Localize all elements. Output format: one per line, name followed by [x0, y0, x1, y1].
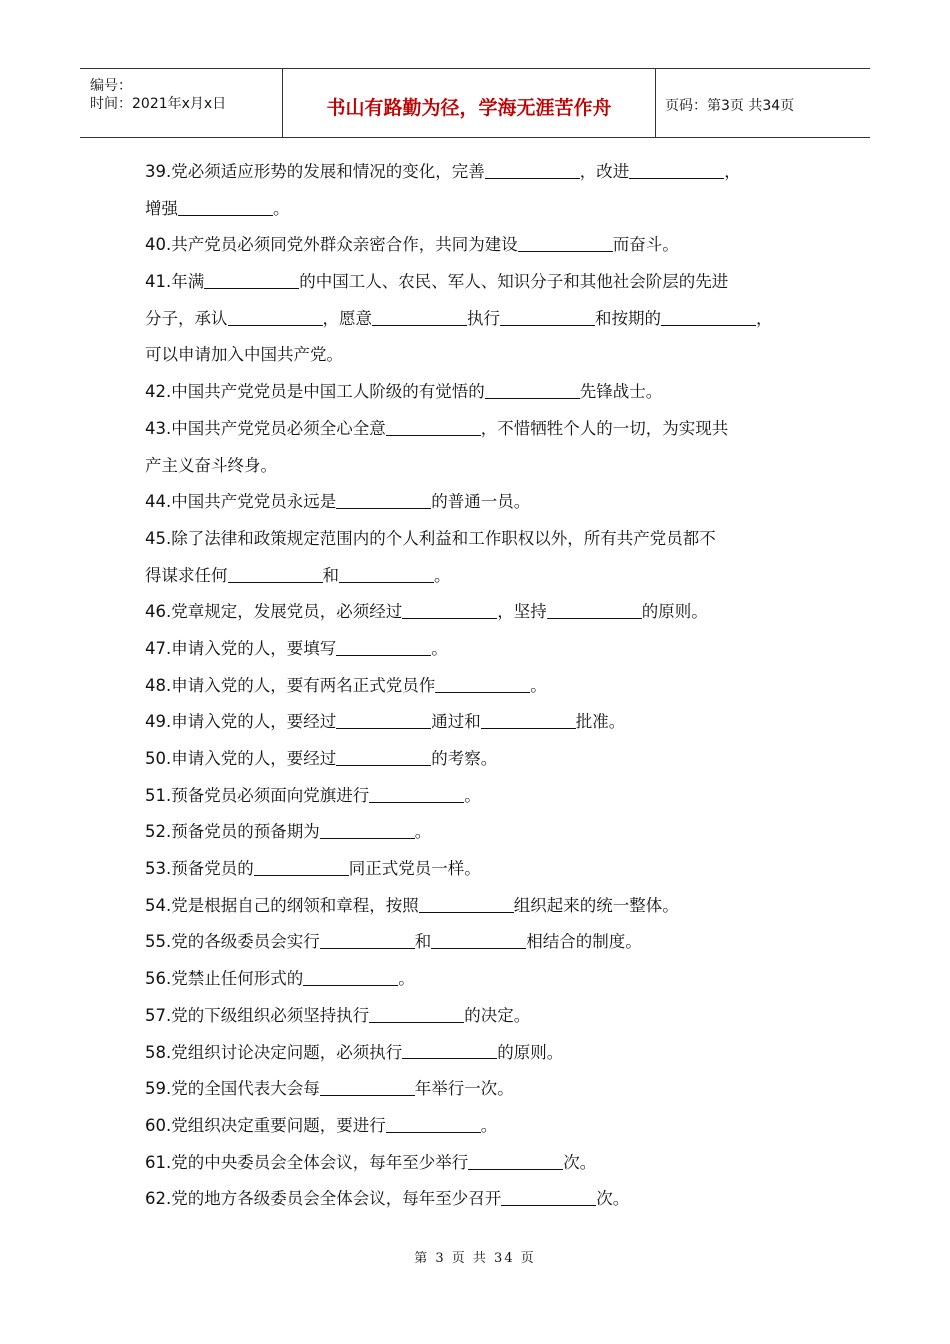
question-text: 组织起来的统一整体。 — [513, 895, 679, 915]
fill-in-blank — [501, 1188, 596, 1206]
question-text: 而奋斗。 — [612, 235, 679, 255]
question-line — [145, 704, 815, 741]
question-text: 和 — [322, 565, 339, 585]
question-line — [145, 631, 815, 668]
fill-in-blank — [481, 711, 576, 729]
question-text: ， — [724, 162, 741, 181]
fill-in-blank — [431, 931, 526, 949]
question-text: 50.申请入党的人，要经过 — [145, 749, 337, 768]
question-text: 产主义奋斗终身。 — [145, 455, 277, 475]
fill-in-blank — [402, 1041, 497, 1059]
question-text: ，坚持 — [497, 602, 547, 622]
question-text: 62.党的地方各级委员会全体会议，每年至少召开 — [145, 1189, 502, 1209]
fill-in-blank — [339, 564, 434, 582]
question-text: 58.党组织讨论决定问题，必须执行 — [145, 1042, 403, 1062]
question-line — [145, 484, 815, 521]
fill-in-blank — [386, 417, 481, 435]
question-text: 的中国工人、农民、军人、知识分子和其他社会阶层的先进 — [299, 272, 729, 292]
fill-in-blank — [518, 234, 613, 252]
question-line — [145, 264, 815, 301]
question-text: 。 — [464, 785, 481, 805]
fill-in-blank — [254, 858, 349, 876]
question-text: 同正式党员一样。 — [348, 859, 481, 879]
fill-in-blank — [485, 161, 580, 179]
question-text: 42.中国共产党党员是中国工人阶级的有觉悟的 — [145, 382, 485, 402]
fill-in-blank — [336, 638, 431, 656]
question-line — [145, 521, 815, 558]
question-text: 的决定。 — [464, 1005, 531, 1025]
fill-in-blank — [402, 601, 497, 619]
question-text: 和按期的 — [595, 308, 661, 328]
fill-in-blank — [500, 307, 595, 325]
question-text: 先锋战士。 — [579, 382, 663, 402]
question-line — [145, 337, 815, 374]
question-text: 通过和 — [431, 712, 481, 732]
question-line — [145, 1035, 815, 1072]
question-text: 。 — [414, 822, 432, 842]
question-text: 。 — [398, 969, 415, 989]
fill-in-blank — [369, 784, 464, 802]
question-line — [145, 154, 815, 191]
header-page-cell — [655, 69, 870, 137]
question-line — [145, 741, 815, 778]
question-text: 执行 — [467, 308, 500, 328]
question-text: 55.党的各级委员会实行 — [145, 932, 320, 952]
page-footer: 第 3 页 共 34 页 — [414, 1251, 536, 1266]
question-text: 61.党的中央委员会全体会议，每年至少举行 — [145, 1152, 469, 1172]
fill-in-blank — [320, 821, 415, 839]
fill-in-blank — [468, 1151, 563, 1169]
question-text: 。 — [530, 675, 547, 695]
question-text: 41.年满 — [145, 272, 205, 292]
question-line — [145, 961, 815, 998]
question-text: 增强 — [145, 198, 178, 218]
question-text: 相结合的制度。 — [526, 932, 642, 952]
question-text: 。 — [431, 638, 448, 658]
fill-in-blank — [320, 931, 415, 949]
question-text: 批准。 — [575, 712, 626, 732]
question-line — [145, 448, 815, 485]
time-label: 时间：2021年x月x日 — [90, 96, 227, 112]
question-line — [145, 668, 815, 705]
question-line — [145, 558, 815, 595]
question-text: 49.申请入党的人，要经过 — [145, 712, 337, 732]
question-text: 。 — [480, 1115, 498, 1135]
question-line — [145, 888, 815, 925]
question-line — [145, 1145, 815, 1182]
question-line — [145, 1108, 815, 1145]
question-text: ，不惜牺牲个人的一切，为实现共 — [480, 418, 729, 438]
question-text: 53.预备党员的 — [145, 859, 254, 879]
question-text: 56.党禁止任何形式的 — [145, 969, 304, 989]
question-text: 57.党的下级组织必须坚持执行 — [145, 1005, 370, 1025]
question-line — [145, 1071, 815, 1108]
header-motto-cell — [282, 69, 656, 137]
question-text: 的普通一员。 — [431, 492, 531, 512]
question-text: 的原则。 — [497, 1042, 564, 1062]
fill-in-blank — [228, 564, 323, 582]
question-text: 47.申请入党的人，要填写 — [145, 638, 337, 658]
question-line — [145, 374, 815, 411]
page-header — [80, 68, 870, 138]
question-line — [145, 778, 815, 815]
question-text: 。 — [434, 565, 451, 585]
question-text: ，改进 — [579, 162, 630, 181]
fill-in-blank — [204, 271, 299, 289]
fill-in-blank — [485, 381, 580, 399]
question-text: 的原则。 — [641, 602, 708, 622]
fill-in-blank — [228, 307, 323, 325]
question-line — [145, 411, 815, 448]
fill-in-blank — [435, 674, 530, 692]
question-text: 的考察。 — [431, 749, 498, 768]
question-text: 。 — [273, 198, 290, 218]
question-line — [145, 191, 815, 228]
question-text: 46.党章规定，发展党员，必须经过 — [145, 602, 403, 622]
question-text: 52.预备党员的预备期为 — [145, 822, 320, 842]
question-line — [145, 998, 815, 1035]
question-text: 54.党是根据自己的纲领和章程，按照 — [145, 895, 419, 915]
question-text: 得谋求任何 — [145, 565, 228, 585]
question-text: 分子，承认 — [145, 308, 228, 328]
question-text: ， — [756, 308, 773, 328]
question-line — [145, 594, 815, 631]
fill-in-blank — [386, 1115, 481, 1133]
question-text: 次。 — [596, 1189, 630, 1209]
fill-in-blank — [629, 161, 724, 179]
question-line — [145, 227, 815, 264]
question-line — [145, 301, 815, 338]
question-text: 年举行一次。 — [414, 1079, 514, 1099]
code-label: 编号： — [90, 78, 132, 94]
question-text: 次。 — [563, 1152, 597, 1172]
fill-in-blank — [661, 307, 756, 325]
fill-in-blank — [369, 1004, 464, 1022]
question-text: ，愿意 — [322, 308, 372, 328]
fill-in-blank — [372, 307, 467, 325]
question-text: 51.预备党员必须面向党旗进行 — [145, 785, 370, 805]
question-text: 59.党的全国代表大会每 — [145, 1079, 320, 1099]
question-text: 43.中国共产党党员必须全心全意 — [145, 418, 386, 438]
question-line — [145, 924, 815, 961]
question-text: 可以申请加入中国共产党。 — [145, 345, 343, 365]
question-text: 40.共产党员必须同党外群众亲密合作，共同为建设 — [145, 235, 518, 255]
question-text: 39.党必须适应形势的发展和情况的变化，完善 — [145, 162, 485, 181]
fill-in-blank — [336, 711, 431, 729]
question-line — [145, 1181, 815, 1218]
question-text: 44.中国共产党党员永远是 — [145, 492, 337, 512]
fill-in-blank — [178, 197, 273, 215]
question-text: 和 — [414, 932, 432, 952]
page-code: 页码：第3页 共34页 — [665, 98, 795, 114]
fill-in-blank — [547, 601, 642, 619]
question-text: 45.除了法律和政策规定范围内的个人利益和工作职权以外，所有共产党员都不 — [145, 528, 716, 548]
fill-in-blank — [303, 968, 398, 986]
fill-in-blank — [336, 491, 431, 509]
question-text: 60.党组织决定重要问题，要进行 — [145, 1115, 386, 1135]
question-list — [145, 154, 815, 1218]
fill-in-blank — [336, 748, 431, 766]
fill-in-blank — [419, 894, 514, 912]
question-text: 48.申请入党的人，要有两名正式党员作 — [145, 675, 436, 695]
header-info-cell — [80, 69, 282, 137]
motto: 书山有路勤为径，学海无涯苦作舟 — [326, 97, 612, 119]
question-line — [145, 814, 815, 851]
fill-in-blank — [320, 1078, 415, 1096]
question-line — [145, 851, 815, 888]
